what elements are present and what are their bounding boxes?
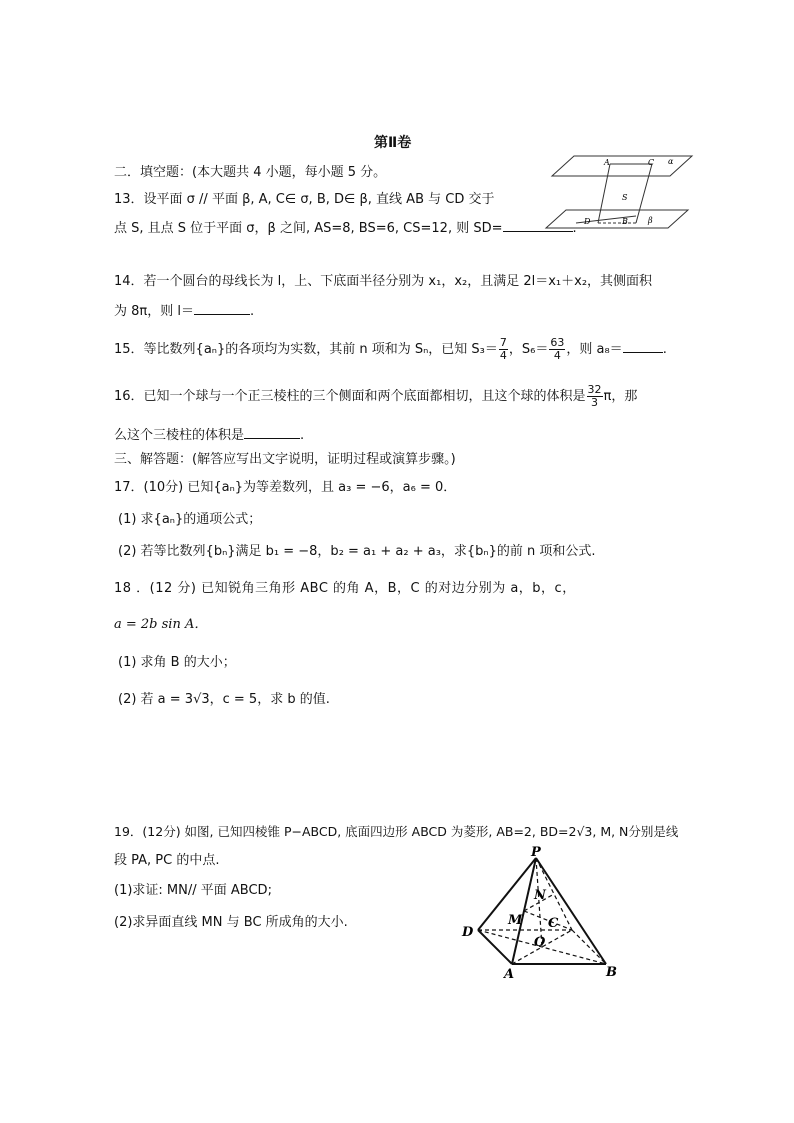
fig19-label-n: N <box>534 888 546 903</box>
q18-stem: 18 ．(12 分) 已知锐角三角形 ABC 的角 A，B，C 的对边分别为 a，b，c， <box>114 581 576 596</box>
q16-f-den: 3 <box>591 396 599 409</box>
fig13-label-s: S <box>622 193 628 202</box>
q15-line <box>114 336 667 364</box>
q19-part1: (1)求证: MN// 平面 ABCD; <box>114 883 272 898</box>
fig13-label-beta: β <box>648 216 653 225</box>
q16-text2: 么这个三棱柱的体积是 <box>114 428 245 443</box>
q14-answer-blank[interactable] <box>194 300 250 315</box>
q15-f2-den: 4 <box>553 349 561 362</box>
q14-line1: 14．若一个圆台的母线长为 l，上、下底面半径分别为 x₁，x₂，且满足 2l＝x₁＋x₂，其侧面积 <box>114 274 653 289</box>
q13-line1: 13．设平面 σ // 平面 β, A, C∈ σ, B, D∈ β, 直线 AB 与 CD 交于 <box>114 192 495 207</box>
fig19-label-o: O <box>534 935 546 950</box>
q15-fraction-2 <box>549 337 565 362</box>
q16-answer-blank[interactable] <box>244 424 300 439</box>
q15-fraction-1 <box>499 337 508 362</box>
q18-condition: a = 2b sin A． <box>114 617 208 632</box>
q15-end: . <box>662 342 667 357</box>
solve-header: 三、解答题：(解答应写出文字说明，证明过程或演算步骤。) <box>114 452 456 467</box>
q17-stem: 17．(10分) 已知{aₙ}为等差数列，且 a₃ = −6，a₆ = 0． <box>114 480 457 495</box>
q16-line2 <box>114 424 304 446</box>
fig13-label-c: C <box>648 158 655 167</box>
q14-line2 <box>114 300 254 322</box>
q15-mid: ，S₆＝ <box>508 342 549 357</box>
q16-fraction <box>587 384 603 409</box>
fig19-label-d: D <box>462 925 474 940</box>
q16-post: π，那 <box>603 389 638 404</box>
fig19-label-p: P <box>531 846 541 860</box>
figure-19-pyramid <box>456 846 626 982</box>
q15-pre: 15．等比数列{aₙ}的各项均为实数，其前 n 项和为 Sₙ，已知 S₃＝ <box>114 342 498 357</box>
fill-in-header: 二．填空题：(本大题共 4 小题，每小题 5 分。 <box>114 165 387 180</box>
q15-post: ，则 a₈＝ <box>566 342 623 357</box>
q16-line1 <box>114 383 637 411</box>
q14-text: 为 8π，则 l＝ <box>114 304 194 319</box>
q19-line1: 19．(12分) 如图, 已知四棱锥 P−ABCD, 底面四边形 ABCD 为菱形, AB=2, BD=2√3, M, N分别是线 <box>114 824 679 839</box>
fig19-label-c: C <box>548 916 559 931</box>
q16-end: . <box>300 428 305 443</box>
q18-part2: (2) 若 a = 3√3，c = 5，求 b 的值. <box>118 692 330 707</box>
section-title: 第Ⅱ卷 <box>374 135 412 151</box>
figure-13-planes <box>538 150 698 236</box>
fig13-label-b: B <box>622 217 628 226</box>
q18-part1: (1) 求角 B 的大小； <box>118 655 236 670</box>
fig19-label-m: M <box>508 913 523 928</box>
q16-f-num: 32 <box>587 383 602 396</box>
q15-f2-num: 63 <box>550 336 565 349</box>
fig13-label-alpha: α <box>668 157 674 166</box>
fig19-label-b: B <box>606 965 617 980</box>
q19-line2: 段 PA, PC 的中点. <box>114 853 220 868</box>
q17-part2: (2) 若等比数列{bₙ}满足 b₁ = −8，b₂ = a₁ + a₂ + a₃，求{bₙ}的前 n 项和公式. <box>118 544 596 559</box>
q15-f1-num: 7 <box>499 336 507 349</box>
q19-part2: (2)求异面直线 MN 与 BC 所成角的大小. <box>114 915 348 930</box>
q15-answer-blank[interactable] <box>623 338 663 353</box>
q17-part1: (1) 求{aₙ}的通项公式； <box>118 512 262 527</box>
fig19-label-a: A <box>504 967 515 982</box>
q13-text: 点 S, 且点 S 位于平面 σ，β 之间, AS=8, BS=6, CS=12, 则 SD= <box>114 221 503 236</box>
q14-end: . <box>249 304 255 319</box>
fig13-label-d: D <box>584 217 591 226</box>
q13-line2 <box>114 217 577 239</box>
q16-pre: 16．已知一个球与一个正三棱柱的三个侧面和两个底面都相切，且这个球的体积是 <box>114 389 586 404</box>
q15-f1-den: 4 <box>499 349 507 362</box>
q13-end: . <box>572 221 577 236</box>
fig13-label-a: A <box>604 158 610 167</box>
